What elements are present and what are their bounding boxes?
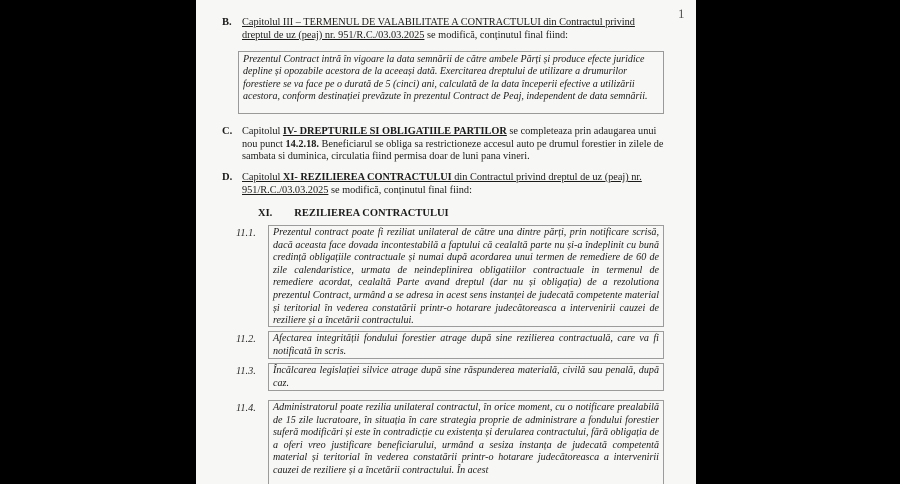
clause-text: Încălcarea legislației silvice atrage după sine răspunderea materială, civilă sau penală, după caz. bbox=[268, 363, 664, 391]
section-b-quote: Prezentul Contract intră în vigoare la data semnării de către ambele Părți și produce efecte juridice depline și opozabile acestora de la aceeași dată. Exercitarea dreptului de utilizare a drumurilor forestiere se va face pe o durată de 5 (cinci) ani, calculată de la data începerii efective a utilizării acestora, conform destinației prevăzute în prezentul Contract de Peaj, independent de data semnării. bbox=[238, 51, 664, 114]
section-c-text-body: se completeaza prin adaugarea unui nou punct bbox=[242, 126, 657, 150]
section-c-prefix: Capitolul bbox=[242, 126, 283, 137]
section-b-intro bbox=[242, 17, 666, 42]
chapter-heading bbox=[258, 208, 449, 219]
section-b-intro-rest: se modifică, conținutul final fiind: bbox=[424, 29, 569, 41]
section-d-prefix: Capitolul bbox=[242, 172, 283, 183]
clause-number: 11.2. bbox=[236, 334, 256, 345]
section-b-intro-underlined: Capitolul III – TERMENUL DE VALABILITATE A CONTRACTULUI din Contractul privind dreptul de uz (peaj) nr. 951/R.C./03.03.2025 bbox=[242, 17, 635, 41]
document-page bbox=[196, 0, 696, 484]
section-d-underlined-rest: din Contractul privind dreptul de uz (peaj) nr. 951/R.C./03.03.2025 bbox=[242, 172, 642, 196]
section-d-text bbox=[242, 172, 666, 197]
clause-text: Afectarea integrității fondului forestier atrage după sine rezilierea contractuală, care va fi notificată în scris. bbox=[268, 331, 664, 359]
section-d-rest: se modifică, conținutul final fiind: bbox=[328, 184, 472, 196]
section-c-chapter-title: IV- DREPTURILE SI OBLIGATIILE PARTILOR bbox=[282, 126, 507, 137]
clause-number: 11.4. bbox=[236, 403, 256, 414]
clause-number: 11.3. bbox=[236, 366, 256, 377]
section-c-rest: Beneficiarul se obliga sa restrictioneze accesul auto pe drumul forestier in zilele de sambata si duminica, circulatia fiind permisa doar de luni pana vineri. bbox=[242, 138, 664, 163]
section-c-point-number: 14.2.18. bbox=[285, 138, 319, 150]
clause-text: Administratorul poate rezilia unilateral contractul, în orice moment, cu o notificare prealabilă de 15 zile lucratoare, în situația în care strategia proprie de administrare a fondului forestier suferă modificări și este în contradicție cu existența și derularea contractului, fără obligația de a oferi vreo justificare beneficiarului, urmând a sesiza instanța de judecată competentă material și teritorial în vederea constatării printr-o hotarare judecătoreasca a intervenirii cauzei de reziliere și a încetării contractului. În acest bbox=[268, 400, 664, 484]
chapter-heading-number: XI. bbox=[258, 208, 273, 219]
section-b-letter: B. bbox=[222, 17, 232, 28]
page-mark: 1 bbox=[678, 6, 685, 21]
section-c-letter: C. bbox=[222, 126, 233, 137]
clause-number: 11.1. bbox=[236, 228, 256, 239]
section-d-chapter-title: XI- REZILIEREA CONTRACTULUI bbox=[282, 172, 452, 183]
chapter-heading-title: REZILIEREA CONTRACTULUI bbox=[294, 208, 449, 219]
section-c-text bbox=[242, 126, 666, 164]
clause-text: Prezentul contract poate fi reziliat unilateral de către una dintre părți, prin notificare scrisă, dacă aceasta face dovada incontestabilă a faptului că cealaltă parte nu și-a îndeplinit cu bună credință obligațiile contractuale și numai după acordarea unui termen de remediere de 60 de zile calendaristice, urmata de neindeplinirea obligatiilor contractuale in termenul de remediere acordat, cealaltă Parte avand dreptul (dar nu și obligația) de a rezolutiona prezentul Contract, urmând a se adresa in acest sens instanței de judecată competente material și teritorial în vederea constatării printr-o hotarare judecătoreasca a intervenirii cauzei de reziliere și a încetării contractului. bbox=[268, 225, 664, 327]
section-d-letter: D. bbox=[222, 172, 233, 183]
